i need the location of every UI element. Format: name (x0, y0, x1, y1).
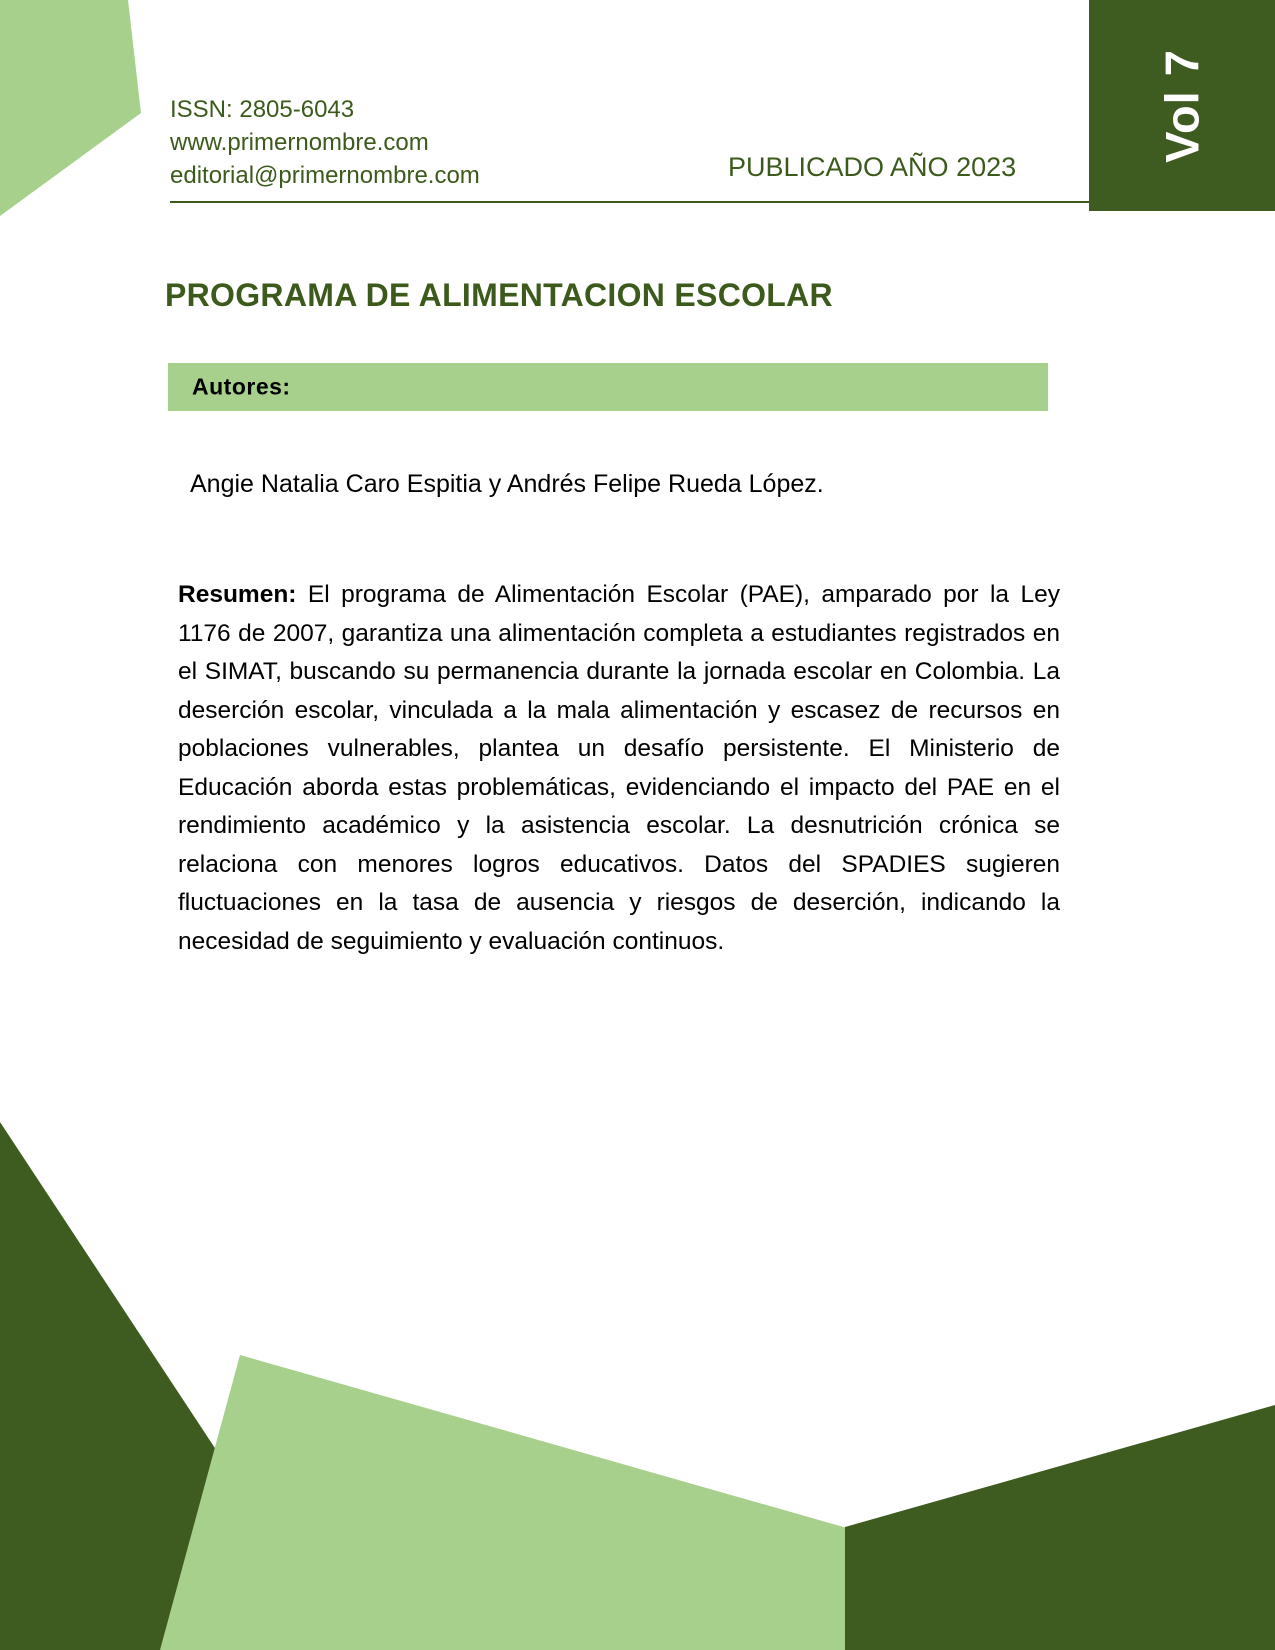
masthead (170, 93, 1080, 192)
top-left-arrow-shape (0, 0, 141, 216)
bottom-right-dark-triangle (845, 1405, 1275, 1650)
authors-names: Angie Natalia Caro Espitia y Andrés Felipe Rueda López. (190, 470, 824, 498)
bottom-light-wedge (160, 1355, 1275, 1650)
volume-tab (1089, 0, 1275, 211)
abstract-paragraph (178, 576, 1060, 961)
bottom-left-dark-triangle (0, 1122, 348, 1650)
authors-label: Autores: (192, 373, 291, 400)
abstract-lead-label: Resumen: (178, 581, 297, 608)
abstract-body-text: El programa de Alimentación Escolar (PAE), amparado por la Ley 1176 de 2007, garantiza una alimentación completa a estudiantes registrados en el SIMAT, buscando su permanencia durante la jornada escolar en Colombia. La deserción escolar, vinculada a la mala alimentación y escasez de recursos en poblaciones vulnerables, plantea un desafío persistente. El Ministerio de Educación aborda estas problemáticas, evidenciando el impacto del PAE en el rendimiento académico y la asistencia escolar. La desnutrición crónica se relaciona con menores logros educativos. Datos del SPADIES sugieren fluctuaciones en la tasa de ausencia y riesgos de deserción, indicando la necesidad de seguimiento y evaluación continuos. (178, 581, 1060, 955)
published-year-label: PUBLICADO AÑO 2023 (728, 152, 1017, 182)
authors-section-header (168, 363, 1048, 411)
email-line[interactable]: editorial@primernombre.com (170, 162, 480, 189)
website-line[interactable]: www.primernombre.com (170, 129, 429, 156)
volume-label: Vol 7 (1155, 48, 1209, 163)
page-title: PROGRAMA DE ALIMENTACION ESCOLAR (165, 277, 833, 313)
issn-line: ISSN: 2805-6043 (170, 96, 355, 123)
header-divider-rule (170, 201, 1089, 203)
